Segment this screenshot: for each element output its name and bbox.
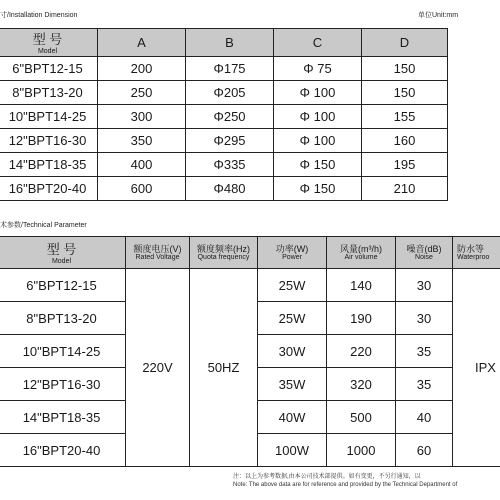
c-cell: Φ 100 (274, 105, 362, 129)
c-cell: Φ 150 (274, 177, 362, 201)
c-cell: Φ 100 (274, 129, 362, 153)
note-cn: 注：以上为参考数据,由本公司技术部提供。如有变更，不另行通知，以 (233, 474, 421, 480)
b-cell: Φ480 (186, 177, 274, 201)
model-cell: 8"BPT13-20 (0, 81, 98, 105)
installation-table (0, 28, 448, 201)
b-cell: Φ205 (186, 81, 274, 105)
table-row (0, 129, 448, 153)
model-cell: 6"BPT12-15 (0, 57, 98, 81)
a-cell: 200 (98, 57, 186, 81)
air-volume-cell: 190 (327, 302, 396, 335)
c-cell: Φ 100 (274, 81, 362, 105)
installation-title: 寸/Installation Dimension (0, 12, 78, 19)
unit-label: 单位Unit:mm (418, 12, 459, 19)
air-volume-cell: 220 (327, 335, 396, 368)
air-volume-cell: 140 (327, 269, 396, 302)
air-volume-header: 风量(m³/h) Air volume (327, 237, 396, 269)
model-cell: 12"BPT16-30 (0, 129, 98, 153)
b-cell: Φ175 (186, 57, 274, 81)
d-cell: 210 (362, 177, 448, 201)
b-cell: Φ295 (186, 129, 274, 153)
noise-cell: 30 (396, 269, 453, 302)
a-cell: 400 (98, 153, 186, 177)
noise-cell: 30 (396, 302, 453, 335)
voltage-cell: 220V (126, 269, 190, 467)
model-header: 型 号 Model (0, 237, 126, 269)
technical-header-row (0, 237, 500, 269)
technical-title: 术参数/Technical Parameter (0, 222, 87, 229)
frequency-header: 额度频率(Hz) Quota frequency (190, 237, 258, 269)
table-row (0, 153, 448, 177)
installation-header-row (0, 29, 448, 57)
model-cell: 16"BPT20-40 (0, 434, 126, 467)
c-cell: Φ 150 (274, 153, 362, 177)
d-cell: 150 (362, 57, 448, 81)
technical-table (0, 236, 500, 467)
column-c-header: C (274, 29, 362, 57)
air-volume-cell: 1000 (327, 434, 396, 467)
column-a-header: A (98, 29, 186, 57)
a-cell: 600 (98, 177, 186, 201)
d-cell: 150 (362, 81, 448, 105)
waterproof-header: 防水等 Waterproo (453, 237, 500, 269)
noise-cell: 60 (396, 434, 453, 467)
a-cell: 300 (98, 105, 186, 129)
air-volume-cell: 500 (327, 401, 396, 434)
model-cell: 16"BPT20-40 (0, 177, 98, 201)
model-cell: 10"BPT14-25 (0, 105, 98, 129)
d-cell: 155 (362, 105, 448, 129)
note-en: Note: The above data are for reference and provided by the Technical Department of (233, 482, 458, 488)
table-row (0, 105, 448, 129)
column-b-header: B (186, 29, 274, 57)
model-cell: 8"BPT13-20 (0, 302, 126, 335)
model-cell: 14"BPT18-35 (0, 153, 98, 177)
power-cell: 35W (258, 368, 327, 401)
model-cell: 14"BPT18-35 (0, 401, 126, 434)
power-cell: 25W (258, 302, 327, 335)
noise-cell: 35 (396, 368, 453, 401)
noise-cell: 35 (396, 335, 453, 368)
d-cell: 195 (362, 153, 448, 177)
model-cell: 10"BPT14-25 (0, 335, 126, 368)
model-header: 型 号 Model (0, 29, 98, 57)
a-cell: 250 (98, 81, 186, 105)
table-row (0, 269, 500, 302)
b-cell: Φ335 (186, 153, 274, 177)
power-cell: 40W (258, 401, 327, 434)
power-header: 功率(W) Power (258, 237, 327, 269)
c-cell: Φ 75 (274, 57, 362, 81)
voltage-header: 额度电压(V) Rated Voltage (126, 237, 190, 269)
table-row (0, 81, 448, 105)
model-cell: 12"BPT16-30 (0, 368, 126, 401)
table-row (0, 57, 448, 81)
d-cell: 160 (362, 129, 448, 153)
power-cell: 30W (258, 335, 327, 368)
power-cell: 25W (258, 269, 327, 302)
table-row (0, 177, 448, 201)
frequency-cell: 50HZ (190, 269, 258, 467)
power-cell: 100W (258, 434, 327, 467)
a-cell: 350 (98, 129, 186, 153)
model-cell: 6"BPT12-15 (0, 269, 126, 302)
waterproof-cell: IPX (453, 269, 500, 467)
air-volume-cell: 320 (327, 368, 396, 401)
b-cell: Φ250 (186, 105, 274, 129)
noise-header: 噪音(dB) Noise (396, 237, 453, 269)
column-d-header: D (362, 29, 448, 57)
noise-cell: 40 (396, 401, 453, 434)
